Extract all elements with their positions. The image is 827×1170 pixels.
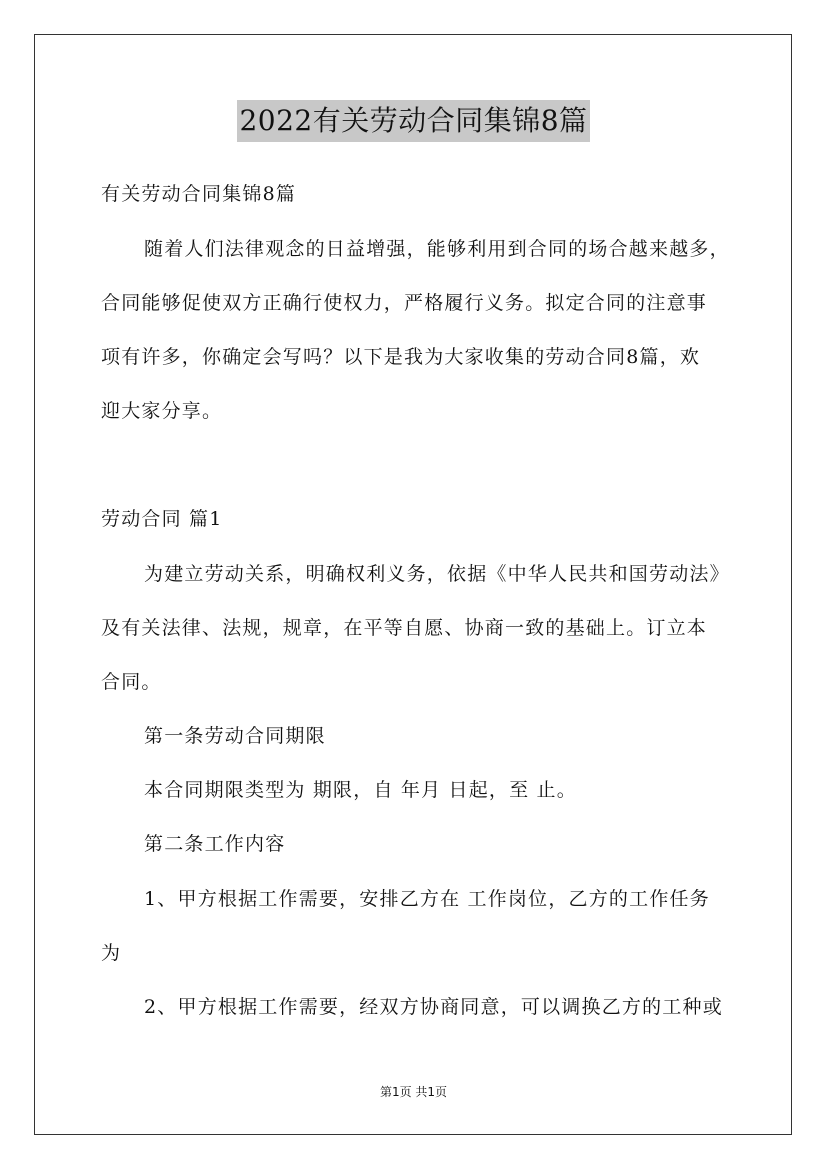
page-footer: 第1页 共1页 [379, 1085, 448, 1099]
document-title: 2022有关劳动合同集锦8篇 [237, 100, 589, 142]
article-2-item-1-cont: 为 [101, 942, 122, 964]
intro-line-2: 合同能够促使双方正确行使权力，严格履行义务。拟定合同的注意事 [101, 292, 708, 314]
title-container [0, 100, 827, 142]
body-line-2: 及有关法律、法规，规章，在平等自愿、协商一致的基础上。订立本 [101, 617, 708, 639]
intro-line-3: 项有许多，你确定会写吗？以下是我为大家收集的劳动合同8篇，欢 [101, 346, 701, 368]
article-1-heading: 第一条劳动合同期限 [144, 725, 326, 747]
intro-line-1: 随着人们法律观念的日益增强，能够利用到合同的场合越来越多， [144, 238, 730, 260]
body-line-3: 合同。 [101, 671, 162, 693]
intro-line-4: 迎大家分享。 [101, 400, 223, 422]
article-2-heading: 第二条工作内容 [144, 833, 286, 855]
section-heading: 劳动合同 篇1 [101, 508, 223, 530]
article-2-item-1: 1、甲方根据工作需要，安排乙方在 工作岗位，乙方的工作任务 [144, 888, 710, 910]
subtitle-line: 有关劳动合同集锦8篇 [101, 183, 297, 205]
article-1-text: 本合同期限类型为 期限，自 年月 日起，至 止。 [144, 779, 577, 801]
body-line-1: 为建立劳动关系，明确权利义务，依据《中华人民共和国劳动法》 [144, 563, 730, 585]
article-2-item-2: 2、甲方根据工作需要，经双方协商同意，可以调换乙方的工种或 [144, 996, 723, 1018]
